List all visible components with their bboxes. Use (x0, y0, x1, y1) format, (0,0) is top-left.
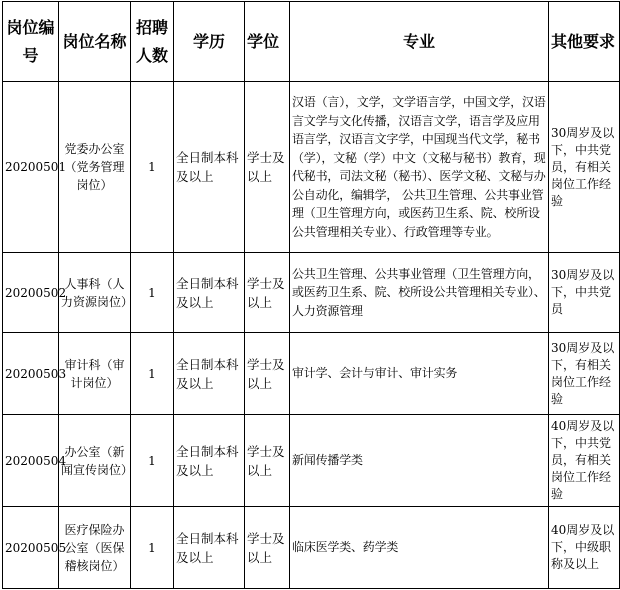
hiring-count: 1 (131, 415, 174, 507)
other-requirements: 30周岁及以下，中共党员 (549, 253, 620, 333)
header-hiring-count: 招聘人数 (131, 2, 174, 82)
hiring-count: 1 (131, 82, 174, 253)
degree-requirement: 学士及以上 (245, 82, 290, 253)
position-name: 审计科（审计岗位） (59, 333, 131, 415)
position-name: 人事科（人力资源岗位） (59, 253, 131, 333)
other-requirements: 30周岁及以下，有相关岗位工作经验 (549, 333, 620, 415)
position-name: 党委办公室（党务管理岗位） (59, 82, 131, 253)
education-requirement: 全日制本科及以上 (174, 82, 245, 253)
position-code: 20200502 (3, 253, 59, 333)
header-major: 专业 (290, 2, 549, 82)
other-requirements: 40周岁及以下，中共党员，有相关岗位工作经验 (549, 415, 620, 507)
header-position-code: 岗位编号 (3, 2, 59, 82)
table-row (3, 333, 620, 415)
other-requirements: 40周岁及以下，中级职称及以上 (549, 507, 620, 589)
table-row (3, 253, 620, 333)
other-requirements: 30周岁及以下，中共党员，有相关岗位工作经验 (549, 82, 620, 253)
education-requirement: 全日制本科及以上 (174, 253, 245, 333)
degree-requirement: 学士及以上 (245, 507, 290, 589)
header-degree: 学位 (245, 2, 290, 82)
header-other-requirements: 其他要求 (549, 2, 620, 82)
degree-requirement: 学士及以上 (245, 333, 290, 415)
hiring-count: 1 (131, 253, 174, 333)
header-row (3, 2, 620, 82)
major-requirement: 临床医学类、药学类 (290, 507, 549, 589)
degree-requirement: 学士及以上 (245, 253, 290, 333)
header-education: 学历 (174, 2, 245, 82)
hiring-count: 1 (131, 507, 174, 589)
education-requirement: 全日制本科及以上 (174, 507, 245, 589)
major-requirement: 汉语（言），文学，文学语言学，中国文学，汉语言文学与文化传播，汉语言文学，语言学及应用语言学，汉语言文字学，中国现当代文学，秘书（学），文秘（学）中文（文秘与秘书）教育，现代秘书，司法文秘（秘书）、医学文秘、文秘与办公自动化，编辑学， 公共卫生管理、公共事业管理（卫生管理方向，或医药卫生系、院、校所设公共管理相关专业）、行政管理等专业。 (290, 82, 549, 253)
degree-requirement: 学士及以上 (245, 415, 290, 507)
header-position-name: 岗位名称 (59, 2, 131, 82)
table-row (3, 415, 620, 507)
education-requirement: 全日制本科及以上 (174, 415, 245, 507)
major-requirement: 审计学、会计与审计、审计实务 (290, 333, 549, 415)
position-name: 医疗保险办公室（医保稽核岗位） (59, 507, 131, 589)
education-requirement: 全日制本科及以上 (174, 333, 245, 415)
major-requirement: 公共卫生管理、公共事业管理（卫生管理方向，或医药卫生系、院、校所设公共管理相关专业）、人力资源管理 (290, 253, 549, 333)
table-row (3, 82, 620, 253)
job-positions-table (2, 1, 620, 589)
major-requirement: 新闻传播学类 (290, 415, 549, 507)
hiring-count: 1 (131, 333, 174, 415)
position-code: 20200504 (3, 415, 59, 507)
position-code: 20200501 (3, 82, 59, 253)
position-name: 办公室（新闻宣传岗位） (59, 415, 131, 507)
table-row (3, 507, 620, 589)
position-code: 20200503 (3, 333, 59, 415)
position-code: 20200505 (3, 507, 59, 589)
